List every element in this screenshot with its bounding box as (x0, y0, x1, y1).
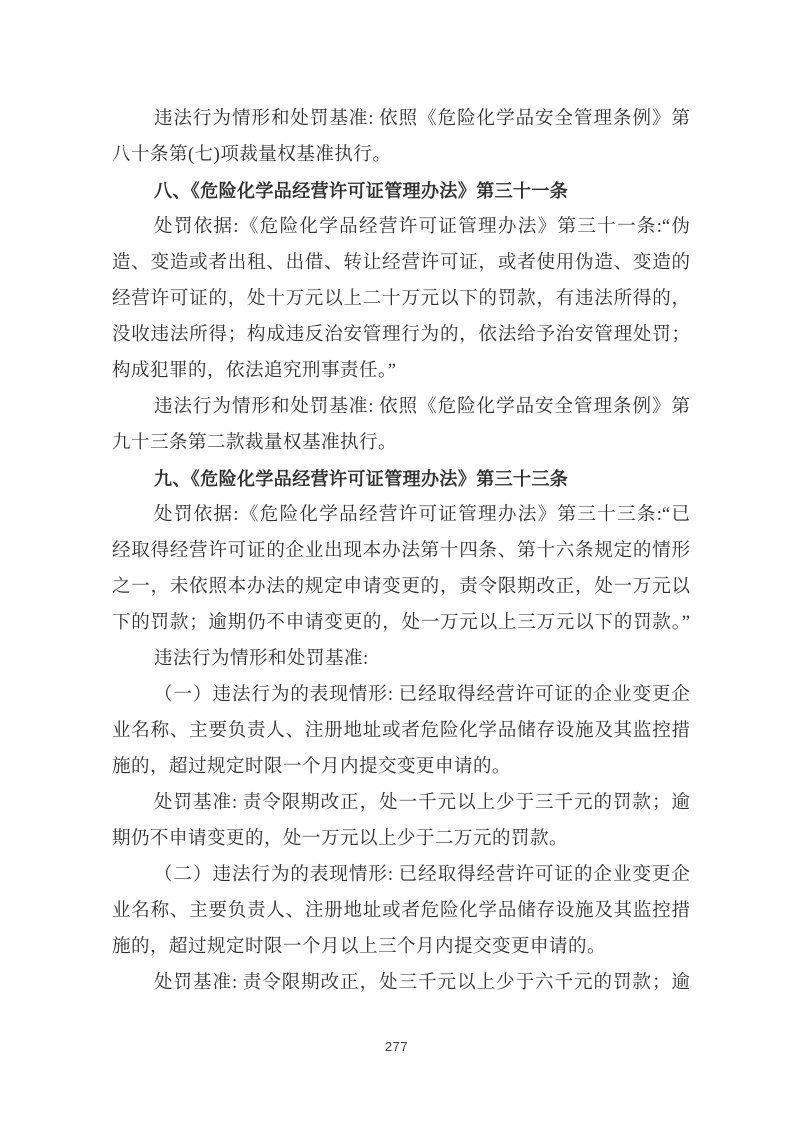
body-text-line: 违法行为情形和处罚基准: 依照《危险化学品安全管理条例》第 (154, 109, 690, 129)
body-text-line: 期仍不申请变更的，处一万元以上少于二万元的罚款。 (112, 829, 569, 849)
body-text-line: （一）违法行为的表现情形: 已经取得经营许可证的企业变更企 (154, 685, 690, 705)
body-text-line: （二）违法行为的表现情形: 已经取得经营许可证的企业变更企 (154, 865, 690, 885)
body-text-line: 施的，超过规定时限一个月以上三个月内提交变更申请的。 (112, 937, 607, 957)
body-text-line: 经取得经营许可证的企业出现本办法第十四条、第十六条规定的情形 (112, 541, 690, 561)
body-text-line: 业名称、主要负责人、注册地址或者危险化学品储存设施及其监控措 (112, 721, 690, 741)
page-number: 277 (384, 1039, 409, 1054)
body-text-line: 九十三条第二款裁量权基准执行。 (112, 433, 398, 453)
body-text-line: 处罚依据:《危险化学品经营许可证管理办法》第三十三条:“已 (154, 505, 690, 525)
section-heading: 九、《危险化学品经营许可证管理办法》第三十三条 (154, 469, 569, 489)
body-text-line: 处罚基准: 责令限期改正，处一千元以上少于三千元的罚款；逾 (154, 793, 690, 813)
page-footer (0, 1038, 793, 1056)
body-text-line: 经营许可证的，处十万元以上二十万元以下的罚款，有违法所得的， (112, 289, 690, 309)
body-text-line: 下的罚款；逾期仍不申请变更的，处一万元以上三万元以下的罚款。” (112, 613, 690, 633)
body-text-line: 造、变造或者出租、出借、转让经营许可证，或者使用伪造、变造的 (112, 253, 690, 273)
body-text-line: 构成犯罪的，依法追究刑事责任。” (112, 361, 397, 381)
body-text-line: 业名称、主要负责人、注册地址或者危险化学品储存设施及其监控措 (112, 901, 690, 921)
body-text-line: 没收违法所得；构成违反治安管理行为的，依法给予治安管理处罚； (112, 325, 690, 345)
body-text-line: 八十条第(七)项裁量权基准执行。 (112, 145, 392, 165)
body-text-line: 违法行为情形和处罚基准: (154, 649, 369, 669)
section-heading: 八、《危险化学品经营许可证管理办法》第三十一条 (154, 181, 569, 201)
body-text-line: 施的，超过规定时限一个月内提交变更申请的。 (112, 757, 512, 777)
body-text-line: 之一，未依照本办法的规定申请变更的，责令限期改正，处一万元以 (112, 577, 690, 597)
body-text-line: 处罚基准: 责令限期改正，处三千元以上少于六千元的罚款；逾 (154, 973, 690, 993)
document-text (112, 101, 690, 1001)
body-text-line: 违法行为情形和处罚基准: 依照《危险化学品安全管理条例》第 (154, 397, 690, 417)
body-text-line: 处罚依据:《危险化学品经营许可证管理办法》第三十一条:“伪 (154, 217, 690, 237)
